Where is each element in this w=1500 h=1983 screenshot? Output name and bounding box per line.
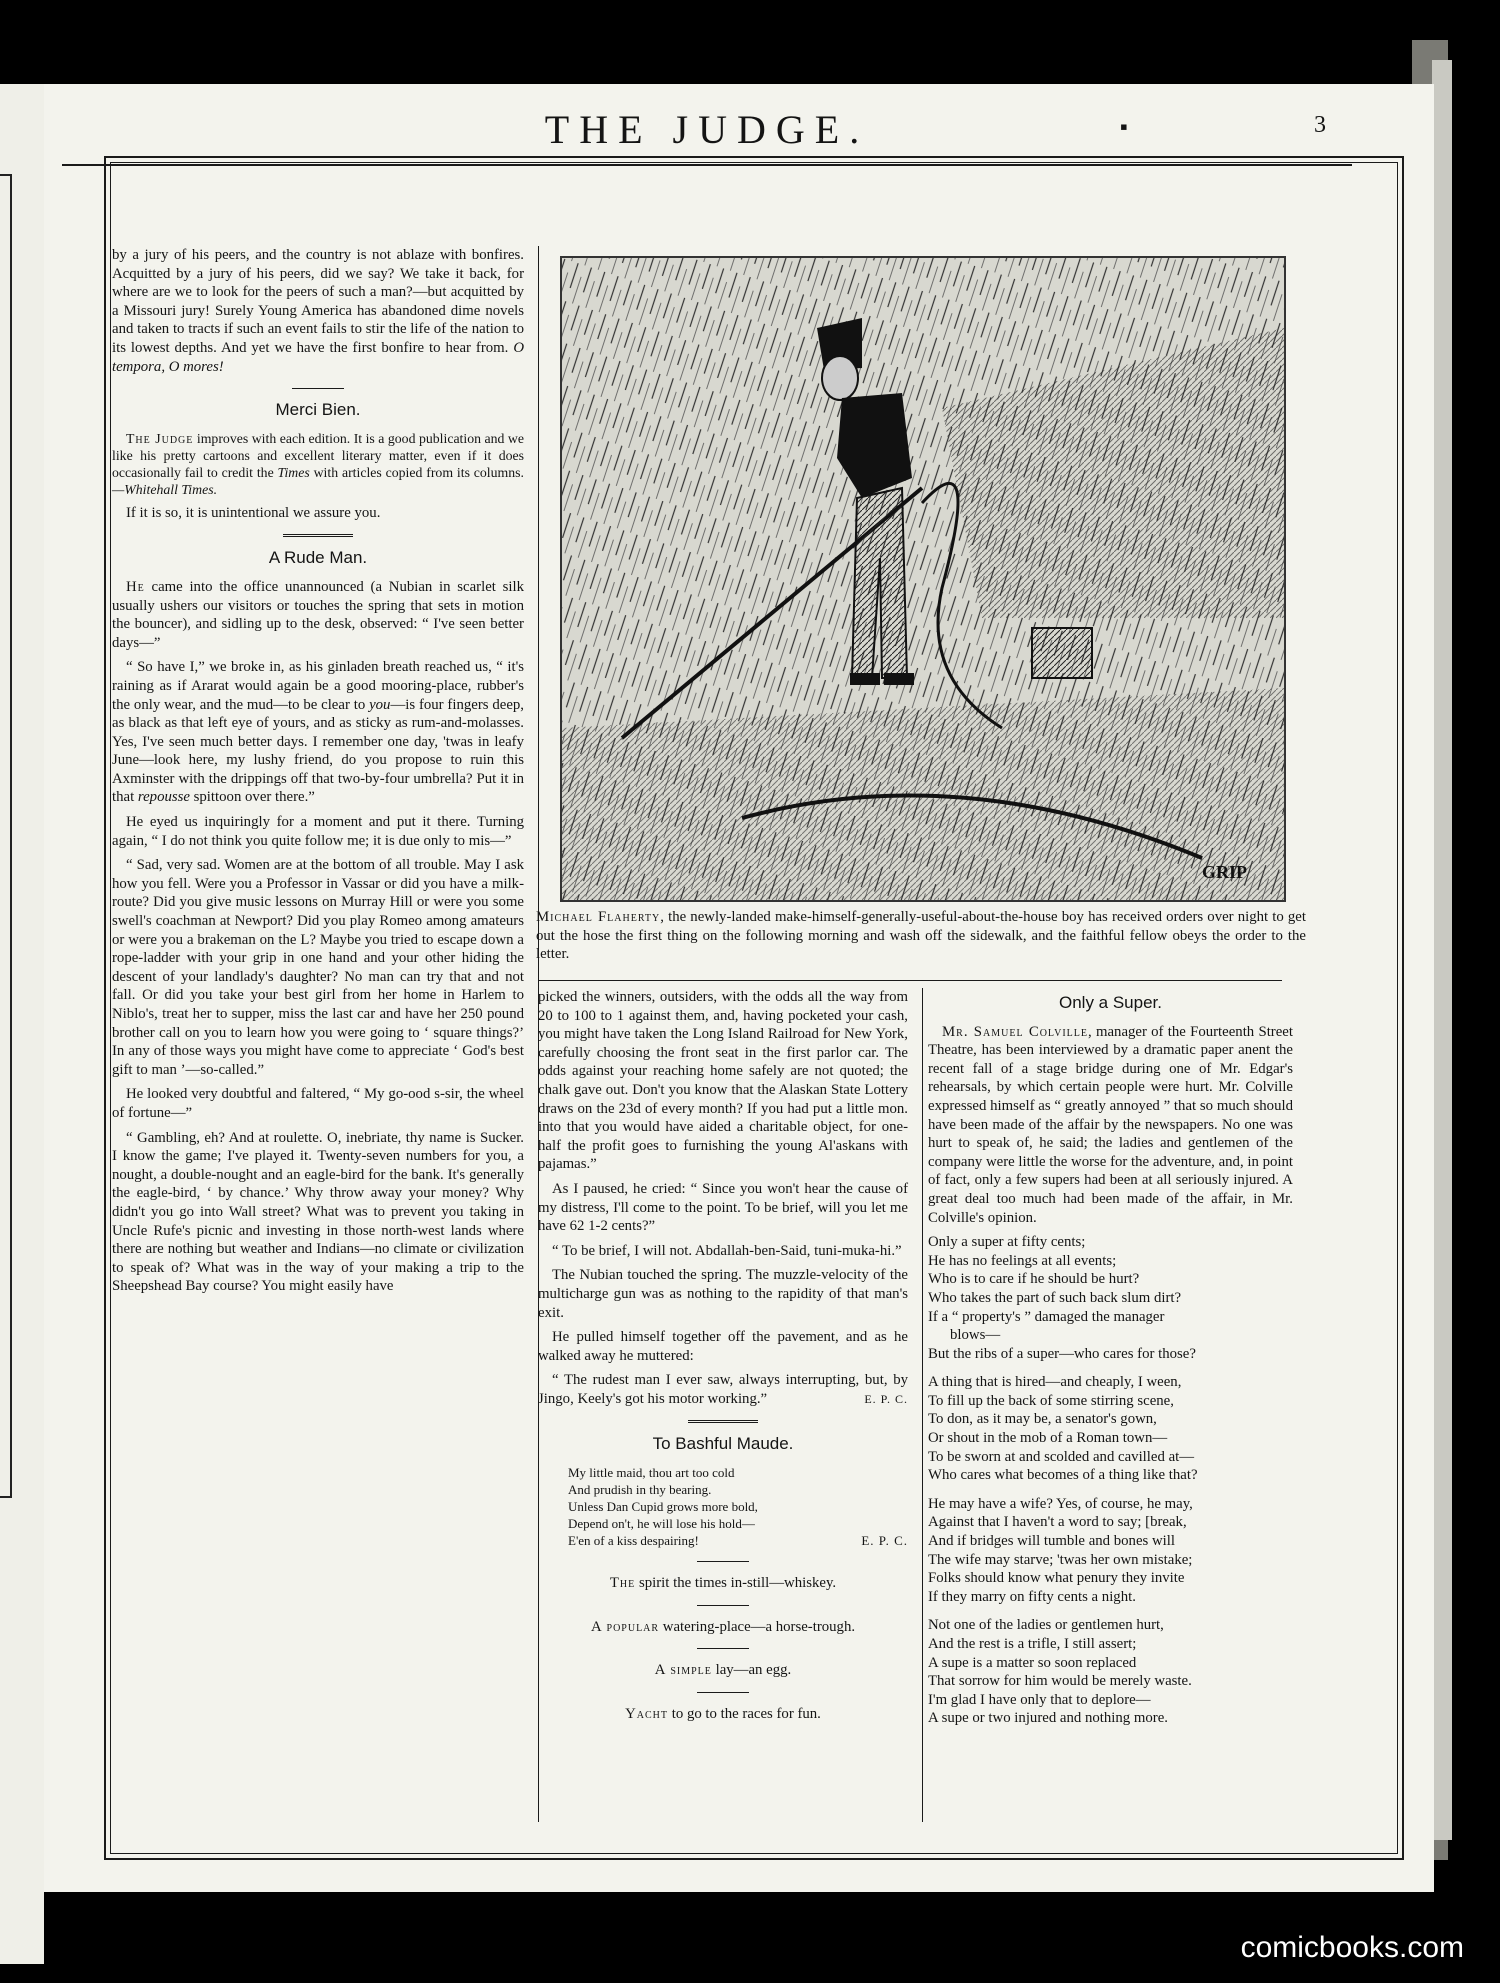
column-2 (538, 988, 923, 1822)
section-rule (292, 388, 344, 389)
artist-signature: GRIP (1202, 862, 1247, 882)
merci-reply: If it is so, it is unintentional we assure you. (126, 504, 381, 521)
poem-bashful-maude (538, 1464, 908, 1549)
poem-only-a-super (928, 1233, 1293, 1728)
article-title-only-a-super: Only a Super. (1058, 993, 1162, 1012)
page-stack-edge (1432, 60, 1452, 1840)
rude-paragraph: “ The rudest man I ever saw, always interrupting, but, by Jingo, Keely's got his motor working.” E. P. C. (538, 1372, 908, 1407)
rude-paragraph: The Nubian touched the spring. The muzzle-velocity of the multicharge gun was as nothing to the rapidity of that man's exit. (538, 1267, 908, 1321)
rude-paragraph: “ Gambling, eh? And at roulette. O, inebriate, thy name is Sucker. I know the game; I've played it. Twenty-seven numbers for you, a nought, a double-nought and an eagle-bird for the bank. It's generally the eagle-bird, ‘ by chance.’ Why throw away your money? Why didn't you go into Wall street? What was to prevent you taking in Uncle Rufe's picnic and investing in those north-west lands where there are nothing but weather and Indians—no climate or civilization to speak of? What was in the way of your making a trip to the Sheepshead Bay course? You might easily have (112, 1129, 524, 1295)
left-page-edge (0, 84, 44, 1964)
poem-line: Unless Dan Cupid grows more bold, (568, 1499, 758, 1515)
rude-paragraph: He looked very doubtful and faltered, “ My go-ood s-sir, the wheel of fortune—” (112, 1086, 524, 1121)
section-rule (283, 534, 353, 537)
rude-paragraph: As I paused, he cried: “ Since you won't hear the cause of my distress, I'll come to the point. To be brief, will you let me have 62 1-2 cents?” (538, 1180, 908, 1235)
rude-paragraph: “ Sad, very sad. Women are at the bottom of all trouble. May I ask how you fell. Were you a Professor in Vassar or did you have a milk-route? Did you give music lessons on Murray Hill or were you some swell's coachman at Newport? Did you play Romeo among amateurs or were you a brakeman on the L? Maybe you tried to escape down a rope-ladder with your grip in one hand and your other hiding the descent of your landlady's daughter? No man can try that and not fall. Or did you take your best girl from her home in Harlem to Niblo's, treat her to supper, miss the last car and have her 250 pound brother call on you to learn how you were going to ‘ square things?’ In any of those ways you might have come to appreciate ‘ God's best gift to man ’—so-called.” (112, 857, 524, 1078)
rude-paragraph: picked the winners, outsiders, with the odds all the way from 20 to 100 to 1 against them, and, having pocketed your cash, you might have taken the Long Island Railroad for New York, carefully choosing the front seat in the first parlor car. The odds against your reaching home safely are not quoted; the chalk gave out. Don't you know that the Alaskan State Lottery draws on the 23d of every month? If you had put a little mon. into that you would have aided a charitable object, for one-half the profit goes to furnishing the young Al'askans with pajamas.” (538, 989, 908, 1173)
poem-stanza: Not one of the ladies or gentlemen hurt, And the rest is a trifle, I still assert; A supe is a matter so soon replaced That sorrow for him would be merely waste. I'm glad I have only that to deplore— A supe or two injured and nothing more. (928, 1617, 1192, 1727)
poem-line: E'en of a kiss despairing! (568, 1533, 699, 1549)
poem-stanza: He may have a wife? Yes, of course, he may, Against that I haven't a word to say; [break, And if bridges will tumble and bones will The wife may starve; 'twas her own mistake; Folks should know what penury they invite If they marry on fifty cents a night. (928, 1495, 1193, 1605)
poem-line: Depend on't, he will lose his hold— (568, 1516, 755, 1532)
column-3 (928, 988, 1293, 1738)
section-rule (697, 1561, 749, 1562)
cartoon-caption: Michael Flaherty, the newly-landed make-himself-generally-useful-about-the-house boy has received orders over night to get out the hose the first thing on the following morning and wash off the sidewalk, and the faithful fellow obeys the order to the letter. (536, 909, 1306, 963)
intro-paragraph: by a jury of his peers, and the country is not ablaze with bonfires. Acquitted by a jury of his peers, did we say? We take it back, for where are we to look for the peers of such a man?—but acquitted by a Missouri jury! Surely Young America has abandoned dime novels and taken to tracts if such an event fails to stir the life of the nation to its lowest depths. And yet we have the first bonfire to hear from. O tempora, O mores! (112, 247, 524, 375)
rude-paragraph: “ To be brief, I will not. Abdallah-ben-Said, tuni-muka-hi.” (552, 1242, 902, 1259)
left-page-border (0, 174, 12, 1498)
jest-line: The spirit the times in-still—whiskey. (609, 1575, 837, 1592)
rude-paragraph: He eyed us inquiringly for a moment and put it there. Turning again, “ I do not think you quite follow me; it is due only to mis—” (112, 814, 524, 849)
rainy-hose-cartoon (562, 258, 1284, 900)
column-1 (112, 246, 539, 1822)
page-number: 3 (1314, 112, 1326, 138)
site-watermark: comicbooks.com (1240, 1931, 1464, 1964)
quote-source: —Whitehall Times. (112, 481, 218, 497)
caption-rule (538, 980, 1282, 981)
section-rule (688, 1420, 758, 1423)
masthead-title: THE JUDGE. (544, 107, 870, 152)
merci-paragraph: The Judge improves with each edition. It is a good publication and we like his pretty cartoons and excellent literary matter, even if it does occasionally fail to credit the Times with articles copied from its columns. —Whitehall Times. (112, 430, 524, 497)
section-rule (697, 1648, 749, 1649)
latin-phrase: O tempora, O mores! (112, 339, 524, 375)
jest-line: A simple lay—an egg. (654, 1662, 792, 1679)
poem-stanza: Only a super at fifty cents; He has no feelings at all events; Who is to care if he should be hurt? Who takes the part of such back slum dirt? If a “ property's ” damaged the manager blows— But the ribs of a super—who cares for those? (928, 1234, 1196, 1362)
article-title-rude-man: A Rude Man. (268, 548, 368, 568)
rude-paragraph: He pulled himself together off the pavement, and as he walked away he muttered: (538, 1329, 908, 1364)
poem-stanza: A thing that is hired—and cheaply, I ween, To fill up the back of some stirring scene, To don, as it may be, a senator's gown, Or shout in the mob of a Roman town— To be sworn at and scolded and cavilled at— Who cares what becomes of a thing like that? (928, 1374, 1198, 1484)
jest-line: Yacht to go to the races for fun. (625, 1705, 821, 1722)
bucket (1032, 628, 1092, 678)
rude-paragraph: “ So have I,” we broke in, as his ginladen breath reached us, “ it's raining as if Ararat would again be a good mooring-place, rubber's the only wear, and the mud—to be clear to you—is four fingers deep, as black as that left eye of yours, and as sticky as rum-and-molasses. Yes, I've seen much better days. I remember one day, 'twas in leafy June—look here, my lushy friend, do you propose to ruin this Axminster with the drippings off that two-by-four umbrella? Put it in that repousse spittoon over there.” (112, 659, 524, 806)
signature: E. P. C. (864, 1391, 908, 1406)
poem-title-bashful-maude: To Bashful Maude. (652, 1434, 794, 1454)
cartoon-illustration (560, 256, 1286, 902)
gutter-mark: ▪ (1120, 114, 1128, 139)
article-title-merci-bien: Merci Bien. (275, 400, 361, 420)
signature: E. P. C. (861, 1533, 908, 1549)
super-paragraph: Mr. Samuel Colville, manager of the Fourteenth Street Theatre, has been interviewed by a dramatic paper anent the recent fall of a stage bridge during one of Mr. Edgar's rehearsals, by which certain people were hurt. Mr. Colville expressed himself as “ greatly annoyed ” that so much should have been made of the affair by the newspapers. No one was hurt to speak of, he said; the ladies and gentlemen of the company were little the worse for the adventure, and, in point of fact, only a few supers had been at all seriously injured. A great deal too much had been made of the affair, in Mr. Colville's opinion. (928, 1023, 1293, 1226)
section-rule (697, 1605, 749, 1606)
poem-line: My little maid, thou art too cold (568, 1465, 735, 1481)
jest-line: A popular watering-place—a horse-trough. (590, 1618, 856, 1635)
masthead (62, 98, 1352, 166)
poem-line: And prudish in thy bearing. (568, 1482, 712, 1498)
section-rule (697, 1692, 749, 1693)
rude-paragraph: He came into the office unannounced (a Nubian in scarlet silk usually ushers our visitors or touches the spring that sets in motion the bouncer), and sidling up to the desk, observed: “ I've seen better days—” (112, 578, 524, 651)
